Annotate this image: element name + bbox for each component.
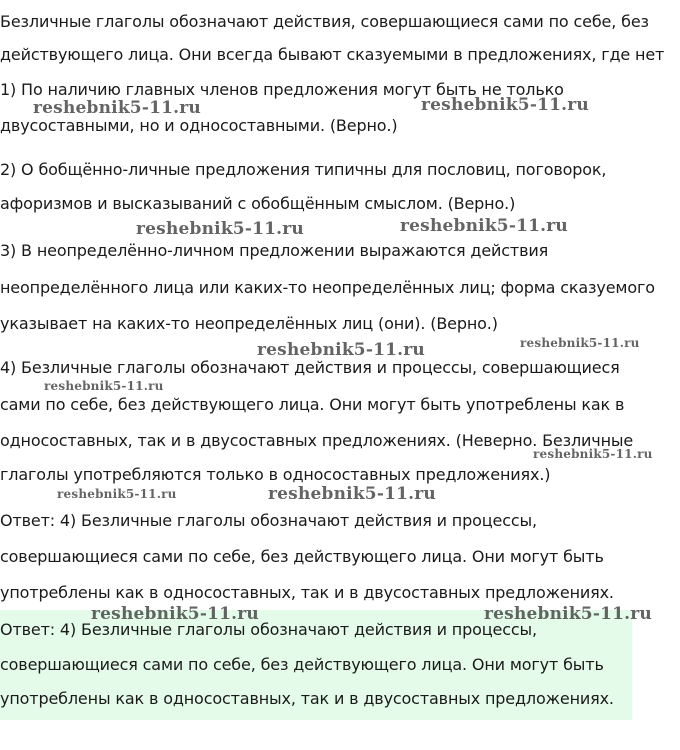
watermark: reshebnik5-11.ru	[44, 379, 164, 393]
text-line: 4) Безличные глаголы обозначают действия и процессы, совершающиеся	[0, 358, 620, 377]
text-line: действующего лица. Они всегда бывают сказуемыми в предложениях, где нет	[0, 45, 665, 64]
watermark: reshebnik5-11.ru	[33, 98, 201, 118]
text-line: глаголы употребляются только в односоставных предложениях.)	[0, 465, 551, 484]
watermark: reshebnik5-11.ru	[257, 340, 425, 360]
watermark: reshebnik5-11.ru	[136, 219, 304, 239]
text-line: афоризмов и высказываний с обобщённым смыслом. (Верно.)	[0, 194, 516, 213]
watermark: reshebnik5-11.ru	[484, 604, 652, 624]
answer-line: совершающиеся сами по себе, без действующего лица. Они могут быть	[0, 655, 604, 674]
watermark: reshebnik5-11.ru	[268, 484, 436, 504]
watermark: reshebnik5-11.ru	[533, 447, 653, 461]
watermark: reshebnik5-11.ru	[400, 216, 568, 236]
answer-line: Ответ: 4) Безличные глаголы обозначают действия и процессы,	[0, 620, 537, 639]
text-line: сами по себе, без действующего лица. Они могут быть употреблены как в	[0, 395, 625, 414]
text-line: Ответ: 4) Безличные глаголы обозначают действия и процессы,	[0, 511, 537, 530]
text-line: односоставных, так и в двусоставных предложениях. (Неверно. Безличные	[0, 431, 634, 450]
text-line: употреблены как в односоставных, так и в двусоставных предложениях.	[0, 583, 614, 602]
text-line: двусоставными, но и односоставными. (Верно.)	[0, 116, 398, 135]
text-line: совершающиеся сами по себе, без действующего лица. Они могут быть	[0, 547, 604, 566]
text-line: 1) По наличию главных членов предложения могут быть не только	[0, 80, 564, 99]
text-line: указывает на каких-то неопределённых лиц (они). (Верно.)	[0, 314, 498, 333]
text-line: 2) О бобщённо-личные предложения типичны для пословиц, поговорок,	[0, 160, 607, 179]
text-line: Безличные глаголы обозначают действия, совершающиеся сами по себе, без	[0, 12, 649, 31]
text-line: неопределённого лица или каких-то неопределённых лиц; форма сказуемого	[0, 278, 655, 297]
answer-line: употреблены как в односоставных, так и в двусоставных предложениях.	[0, 689, 614, 708]
watermark: reshebnik5-11.ru	[91, 604, 259, 624]
watermark: reshebnik5-11.ru	[520, 336, 640, 350]
watermark: reshebnik5-11.ru	[421, 95, 589, 115]
watermark: reshebnik5-11.ru	[57, 487, 177, 501]
text-line: 3) В неопределённо-личном предложении выражаются действия	[0, 241, 549, 260]
